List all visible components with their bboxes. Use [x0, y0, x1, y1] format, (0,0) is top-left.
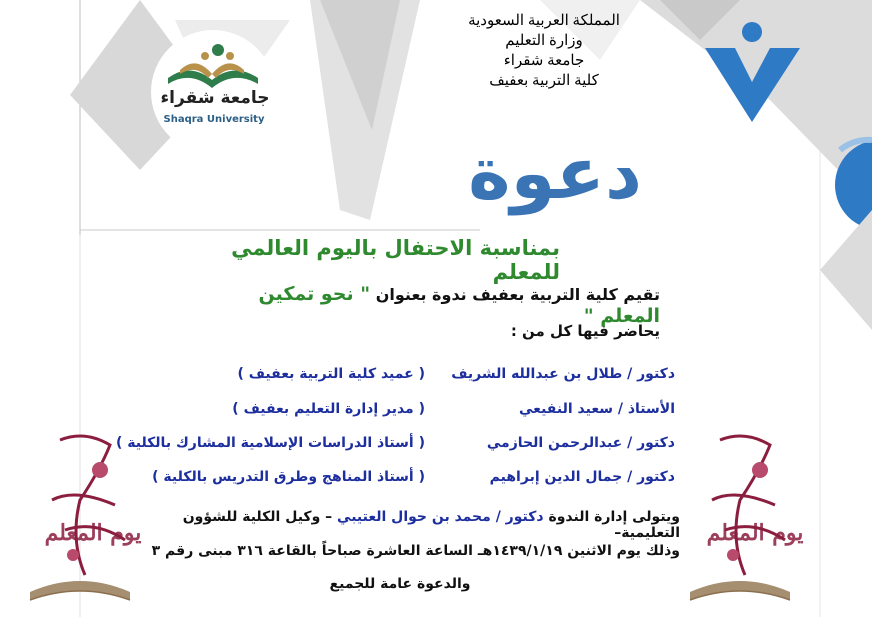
seminar-management [160, 509, 680, 541]
speaker-name-1: دكتور / طلال بن عبدالله الشريف [451, 366, 675, 382]
seminar-intro [240, 283, 660, 327]
header-university: جامعة شقراء [503, 53, 585, 69]
emblem-text-right: يوم المعلم [706, 520, 804, 546]
occasion-text: بمناسبة الاحتفال باليوم العالمي للمعلم [231, 236, 560, 284]
closing-text: والدعوة عامة للجميع [329, 576, 471, 592]
blue-dot [742, 22, 762, 42]
management-prefix: ويتولى إدارة الندوة [548, 509, 680, 525]
speaker-role-4: ( أستاذ المناهج وطرق التدريس بالكلية ) [152, 469, 425, 485]
seminar-title: " نحو تمكين المعلم " [258, 283, 660, 327]
header-kingdom: المملكة العربية السعودية [468, 13, 620, 29]
emblem-text-left: يوم المعلم [44, 520, 142, 546]
teacher-day-calligraphy-book-icon [712, 436, 785, 575]
invitation-title: دعوة [468, 131, 642, 215]
speaker-role-1: ( عميد كلية التربية بعفيف ) [237, 366, 425, 382]
event-time-place: وذلك يوم الاثنين ١٤٣٩/١/١٩هـ الساعة العاشرة صباحاً بالقاعة ٣١٦ مبنى رقم ٣ [151, 543, 680, 559]
logo-name-ar: جامعة شقراء [160, 88, 270, 108]
speaker-role-2: ( مدير إدارة التعليم بعفيف ) [232, 401, 425, 417]
management-suffix: – وكيل الكلية للشؤون التعليمية– [182, 509, 680, 541]
speaker-name-4: دكتور / جمال الدين إبراهيم [489, 469, 675, 485]
speaker-role-3: ( أستاذ الدراسات الإسلامية المشارك بالكلية ) [115, 435, 425, 451]
management-person: دكتور / محمد بن حوال العتيبي [337, 509, 544, 525]
teacher-day-calligraphy-book-icon-left [52, 436, 125, 575]
logo-name-en: Shaqra University [163, 114, 265, 125]
speaker-name-2: الأستاذ / سعيد النفيعي [519, 401, 675, 417]
speaker-name-3: دكتور / عبدالرحمن الحازمي [486, 435, 675, 451]
header-college: كلية التربية بعفيف [489, 73, 599, 89]
header-ministry: وزارة التعليم [505, 33, 583, 49]
seminar-intro-text: تقيم كلية التربية بعفيف ندوة بعنوان [375, 285, 660, 304]
speakers-intro: يحاضر فيها كل من : [510, 322, 660, 340]
